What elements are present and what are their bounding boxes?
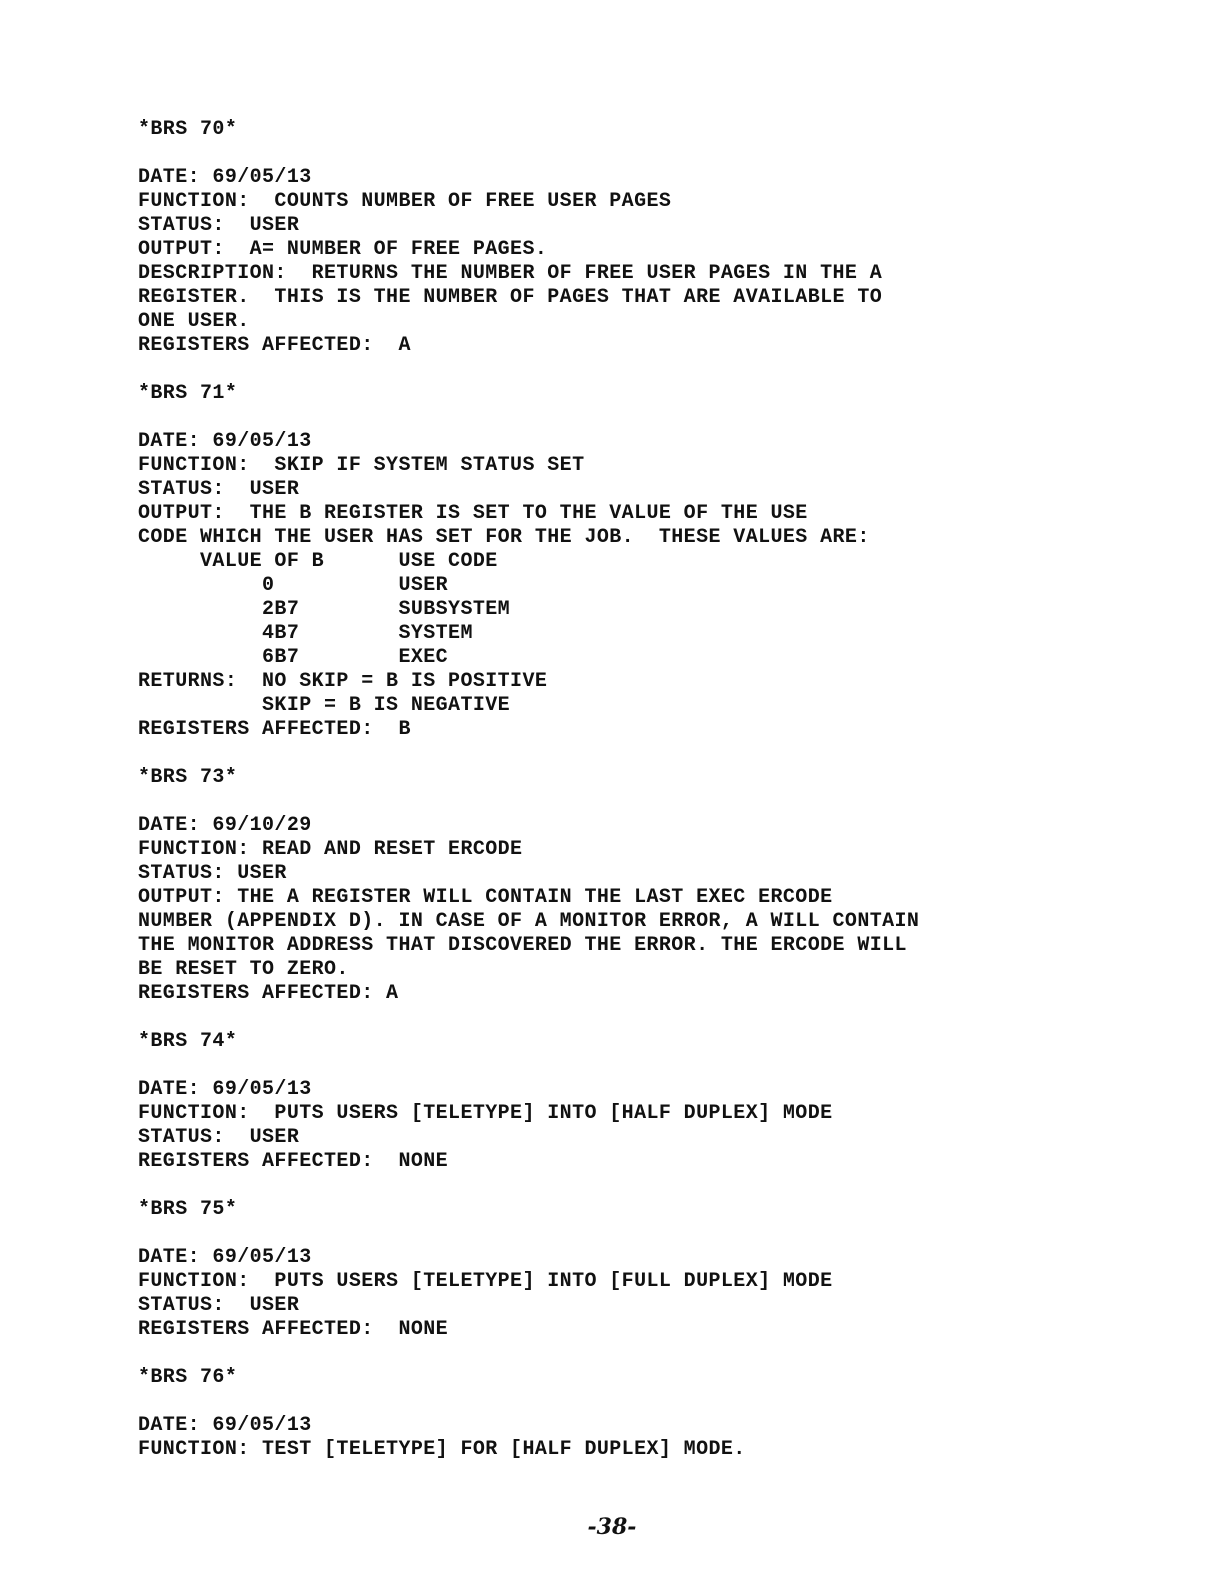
brs70-function: FUNCTION: COUNTS NUMBER OF FREE USER PAGES bbox=[138, 190, 672, 213]
brs73-registers: REGISTERS AFFECTED: A bbox=[138, 982, 399, 1005]
brs71-output-1: OUTPUT: THE B REGISTER IS SET TO THE VALUE OF THE USE bbox=[138, 502, 808, 525]
brs74-date: DATE: 69/05/13 bbox=[138, 1078, 312, 1101]
brs76-date: DATE: 69/05/13 bbox=[138, 1414, 312, 1437]
brs74-registers: REGISTERS AFFECTED: NONE bbox=[138, 1150, 449, 1173]
brs73-output-3: THE MONITOR ADDRESS THAT DISCOVERED THE ERROR. THE ERCODE WILL bbox=[138, 934, 907, 957]
brs71-registers: REGISTERS AFFECTED: B bbox=[138, 718, 411, 741]
brs71-date: DATE: 69/05/13 bbox=[138, 430, 312, 453]
brs73-date: DATE: 69/10/29 bbox=[138, 814, 312, 837]
brs75-date: DATE: 69/05/13 bbox=[138, 1246, 312, 1269]
heading-brs-76: *BRS 76* bbox=[138, 1366, 238, 1389]
page-number: -38- bbox=[587, 1514, 637, 1540]
brs73-function: FUNCTION: READ AND RESET ERCODE bbox=[138, 838, 523, 861]
heading-brs-75: *BRS 75* bbox=[138, 1198, 238, 1221]
brs70-description-2: REGISTER. THIS IS THE NUMBER OF PAGES THAT ARE AVAILABLE TO bbox=[138, 286, 883, 309]
brs75-function: FUNCTION: PUTS USERS [TELETYPE] INTO [FULL DUPLEX] MODE bbox=[138, 1270, 833, 1293]
brs73-output-4: BE RESET TO ZERO. bbox=[138, 958, 349, 981]
brs76-function: FUNCTION: TEST [TELETYPE] FOR [HALF DUPLEX] MODE. bbox=[138, 1438, 746, 1461]
brs75-registers: REGISTERS AFFECTED: NONE bbox=[138, 1318, 449, 1341]
blank-line bbox=[138, 1054, 1198, 1078]
brs71-status: STATUS: USER bbox=[138, 478, 300, 501]
blank-line bbox=[138, 1390, 1198, 1414]
blank-line bbox=[138, 1174, 1198, 1198]
brs71-returns-1: RETURNS: NO SKIP = B IS POSITIVE bbox=[138, 670, 548, 693]
brs74-function: FUNCTION: PUTS USERS [TELETYPE] INTO [HALF DUPLEX] MODE bbox=[138, 1102, 833, 1125]
brs70-registers: REGISTERS AFFECTED: A bbox=[138, 334, 411, 357]
heading-brs-70: *BRS 70* bbox=[138, 118, 238, 141]
blank-line bbox=[138, 406, 1198, 430]
blank-line bbox=[138, 1006, 1198, 1030]
heading-brs-74: *BRS 74* bbox=[138, 1030, 238, 1053]
brs73-status: STATUS: USER bbox=[138, 862, 287, 885]
use-code-row: 0 USER bbox=[138, 574, 449, 597]
document-body bbox=[138, 118, 1198, 1462]
brs71-function: FUNCTION: SKIP IF SYSTEM STATUS SET bbox=[138, 454, 585, 477]
brs71-returns-2: SKIP = B IS NEGATIVE bbox=[138, 694, 511, 717]
blank-line bbox=[138, 358, 1198, 382]
brs73-output-2: NUMBER (APPENDIX D). IN CASE OF A MONITOR ERROR, A WILL CONTAIN bbox=[138, 910, 920, 933]
brs70-status: STATUS: USER bbox=[138, 214, 300, 237]
heading-brs-73: *BRS 73* bbox=[138, 766, 238, 789]
brs70-description-1: DESCRIPTION: RETURNS THE NUMBER OF FREE USER PAGES IN THE A bbox=[138, 262, 883, 285]
brs75-status: STATUS: USER bbox=[138, 1294, 300, 1317]
brs71-output-2: CODE WHICH THE USER HAS SET FOR THE JOB. THESE VALUES ARE: bbox=[138, 526, 870, 549]
brs70-output: OUTPUT: A= NUMBER OF FREE PAGES. bbox=[138, 238, 548, 261]
use-code-row: 6B7 EXEC bbox=[138, 646, 449, 669]
brs73-output-1: OUTPUT: THE A REGISTER WILL CONTAIN THE LAST EXEC ERCODE bbox=[138, 886, 833, 909]
brs70-description-3: ONE USER. bbox=[138, 310, 250, 333]
use-code-row: 4B7 SYSTEM bbox=[138, 622, 473, 645]
heading-brs-71: *BRS 71* bbox=[138, 382, 238, 405]
blank-line bbox=[138, 1222, 1198, 1246]
blank-line bbox=[138, 742, 1198, 766]
brs70-date: DATE: 69/05/13 bbox=[138, 166, 312, 189]
use-code-row: 2B7 SUBSYSTEM bbox=[138, 598, 511, 621]
blank-line bbox=[138, 1342, 1198, 1366]
blank-line bbox=[138, 790, 1198, 814]
blank-line bbox=[138, 142, 1198, 166]
use-code-table-header: VALUE OF B USE CODE bbox=[138, 550, 498, 573]
brs74-status: STATUS: USER bbox=[138, 1126, 300, 1149]
